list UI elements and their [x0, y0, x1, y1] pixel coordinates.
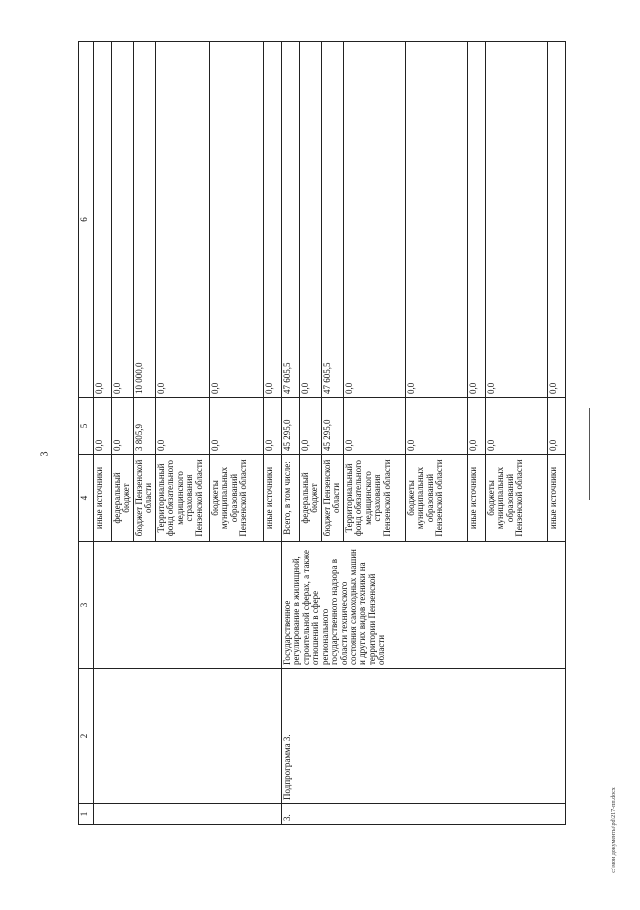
header-cell: 4 [79, 455, 94, 542]
value-cell: 0,0 [94, 398, 112, 455]
source-cell: бюджет Пензенской области [321, 455, 343, 542]
value-cell: 45 295,0 [321, 398, 343, 455]
rotated-table-container [78, 42, 584, 825]
program-description-cell [94, 542, 282, 669]
row-number-cell [94, 804, 282, 825]
value-cell: 0,0 [547, 42, 565, 398]
source-cell: Всего, в том числе: [281, 455, 299, 542]
table-row [94, 42, 112, 825]
program-description-cell: Государственное регулирование в жилищной, строительной сферах, а также отношений в сфере регионального государственного надзора в области технического состояния самоходных машин и других видов техники на территории Пензенской области [281, 542, 565, 669]
source-cell: бюджеты муниципальных образований Пензенской области [485, 455, 547, 542]
value-cell: 0,0 [405, 42, 467, 398]
value-cell: 0,0 [155, 42, 209, 398]
footnote-separator [589, 408, 590, 500]
header-cell: 1 [79, 804, 94, 825]
value-cell: 0,0 [485, 398, 547, 455]
value-cell: 0,0 [112, 398, 134, 455]
value-cell: 47 605,5 [321, 42, 343, 398]
source-cell: Территориальный фонд обязательного медицинского страхования Пензенской области [155, 455, 209, 542]
header-cell: 6 [79, 42, 94, 398]
value-cell: 0,0 [299, 42, 321, 398]
source-cell: иные источники [263, 455, 281, 542]
value-cell: 0,0 [112, 42, 134, 398]
source-cell: бюджеты муниципальных образований Пензенской области [209, 455, 263, 542]
value-cell: 0,0 [343, 42, 405, 398]
source-cell: федеральный бюджет [112, 455, 134, 542]
value-cell: 0,0 [155, 398, 209, 455]
value-cell: 0,0 [467, 42, 485, 398]
value-cell: 0,0 [209, 398, 263, 455]
source-cell: Территориальный фонд обязательного медицинского страхования Пензенской области [343, 455, 405, 542]
value-cell: 10 000,0 [133, 42, 155, 398]
header-cell: 2 [79, 669, 94, 804]
page-number: 3 [39, 451, 50, 457]
source-cell: федеральный бюджет [299, 455, 321, 542]
value-cell: 0,0 [299, 398, 321, 455]
row-number-cell: 3. [281, 804, 565, 825]
value-cell: 45 295,0 [281, 398, 299, 455]
source-cell: бюджет Пензенской области [133, 455, 155, 542]
source-cell: иные источники [547, 455, 565, 542]
value-cell: 0,0 [94, 42, 112, 398]
value-cell: 0,0 [405, 398, 467, 455]
budget-table [78, 41, 566, 825]
value-cell: 47 605,5 [281, 42, 299, 398]
header-cell: 3 [79, 542, 94, 669]
value-cell: 3 805,9 [133, 398, 155, 455]
source-cell: иные источники [94, 455, 112, 542]
value-cell: 0,0 [343, 398, 405, 455]
program-name-cell: Подпрограмма 3. [281, 669, 565, 804]
value-cell: 0,0 [209, 42, 263, 398]
footer-file-path: c:\мои документы\pd\217-пп.docx [611, 787, 617, 873]
program-name-cell [94, 669, 282, 804]
value-cell: 0,0 [485, 42, 547, 398]
source-cell: бюджеты муниципальных образований Пензенской области [405, 455, 467, 542]
header-cell: 5 [79, 398, 94, 455]
value-cell: 0,0 [263, 42, 281, 398]
value-cell: 0,0 [547, 398, 565, 455]
value-cell: 0,0 [263, 398, 281, 455]
table-row [281, 42, 299, 825]
header-row [79, 42, 94, 825]
source-cell: иные источники [467, 455, 485, 542]
value-cell: 0,0 [467, 398, 485, 455]
